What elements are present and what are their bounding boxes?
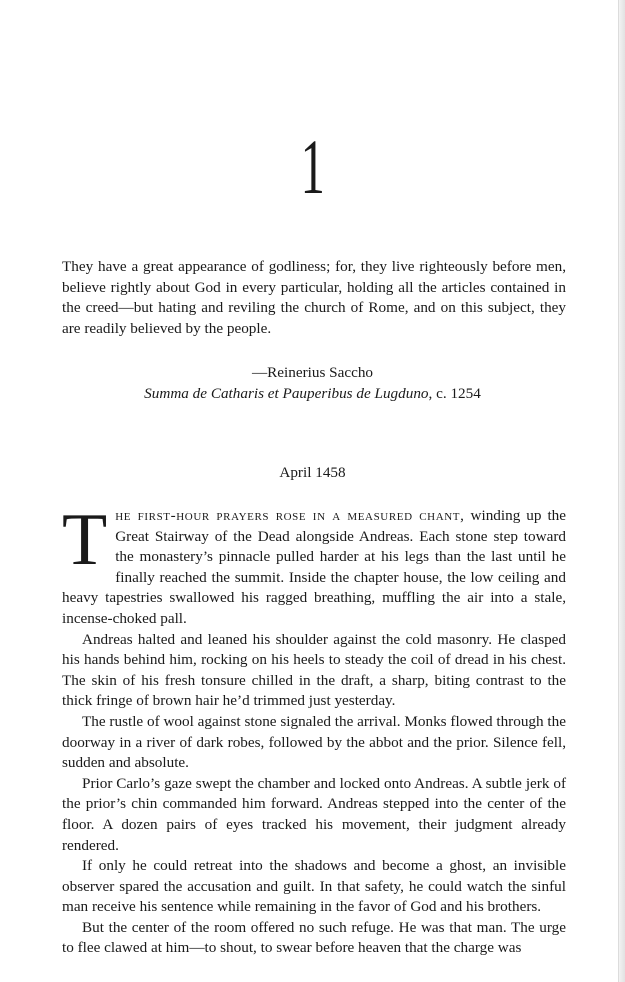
epigraph-source-title: Summa de Catharis et Pauperibus de Lugduno (144, 384, 429, 402)
drop-cap: T (62, 499, 108, 581)
epigraph-author: —Reinerius Saccho (251, 364, 374, 381)
page-edge (618, 0, 625, 982)
epigraph-source (0, 384, 625, 405)
paragraph-1-text: winding up the Great Stairway of the Dead alongside Andreas. Each stone step toward the monastery’s pinnacle pulled harder at his legs than the last until he finally reached the summit. Inside the chapter house, the low ceiling and heavy tapestries swallowed his ragged breathing, muffling the air into a stale, incense-choked pall. (62, 507, 566, 627)
paragraph-6: But the center of the room offered no such refuge. He was that man. The urge to flee clawed at him—to shout, to swear before heaven that the charge was (62, 918, 566, 957)
paragraph-2: Andreas halted and leaned his shoulder against the cold masonry. He clasped his hands behind him, rocking on his heels to steady the coil of dread in his chest. The skin of his fresh tonsure chilled in the draft, a sharp, biting contrast to the thick fringe of brown hair he’d trimmed just yesterday. (62, 630, 566, 710)
epigraph-quote: They have a great appearance of godliness; for, they live righteously before men, believe rightly about God in every particular, holding all the articles contained in the creed—but hating and reviling the church of Rome, and on this subject, they are readily believed by the people. (62, 258, 566, 337)
dateline: April 1458 (279, 464, 346, 481)
epigraph-source-date: , c. 1254 (428, 384, 481, 402)
epigraph-attribution (0, 363, 625, 404)
chapter-body (62, 499, 566, 959)
paragraph-3: The rustle of wool against stone signaled the arrival. Monks flowed through the doorway in a river of dark robes, followed by the abbot and the prior. Silence fell, sudden and absolute. (62, 712, 566, 772)
chapter-number: 1 (300, 123, 325, 210)
paragraph-1 (62, 499, 566, 630)
paragraph-5: If only he could retreat into the shadows and become a ghost, an invisible observer spared the accusation and guilt. In that safety, he could watch the sinful man receive his sentence while remaining in the favor of God and his brothers. (62, 857, 566, 916)
opening-smallcaps: he first-hour prayers rose in a measured chant, (115, 507, 465, 524)
paragraph-4: Prior Carlo’s gaze swept the chamber and locked onto Andreas. A subtle jerk of the prior’s chin commanded him forward. Andreas stepped into the center of the floor. A dozen pairs of eyes tracked his movement, their judgment already rendered. (62, 774, 566, 854)
